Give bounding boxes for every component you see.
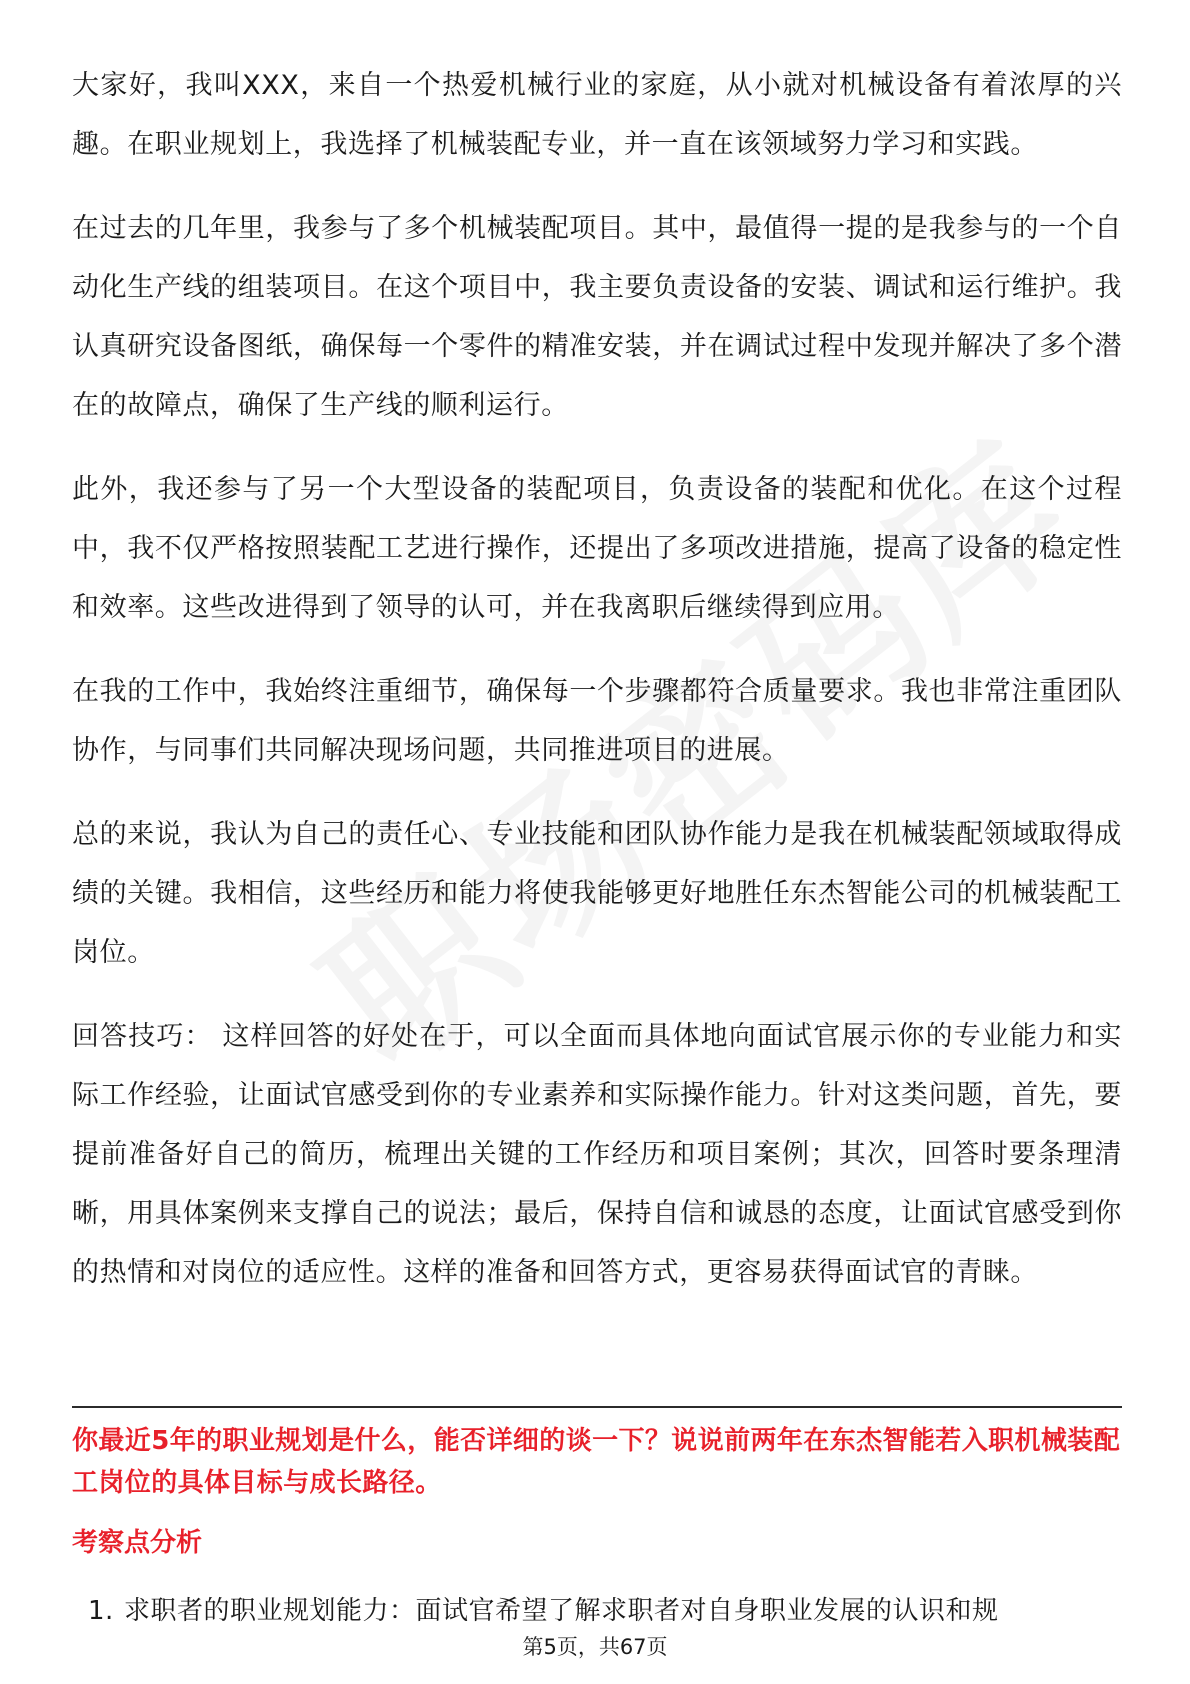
list-item xyxy=(88,1590,1122,1632)
list-item-text: 求职者的职业规划能力：面试官希望了解求职者对自身职业发展的认识和规 xyxy=(124,1596,999,1626)
page-footer: 第5页，共67页 xyxy=(522,1635,668,1659)
answer-paragraph-1: 大家好，我叫XXX，来自一个热爱机械行业的家庭，从小就对机械设备有着浓厚的兴趣。在职业规划上，我选择了机械装配专业，并一直在该领域努力学习和实践。 xyxy=(72,70,1122,160)
answer-tips-paragraph: 回答技巧： 这样回答的好处在于，可以全面而具体地向面试官展示你的专业能力和实际工作经验，让面试官感受到你的专业素养和实际操作能力。针对这类问题，首先，要提前准备好自己的简历，梳理出关键的工作经历和项目案例；其次，回答时要条理清晰，用具体案例来支撑自己的说法；最后，保持自信和诚恳的态度，让面试官感受到你的热情和对岗位的适应性。这样的准备和回答方式，更容易获得面试官的青睐。 xyxy=(72,1021,1122,1288)
answer-paragraph-4: 在我的工作中，我始终注重细节，确保每一个步骤都符合质量要求。我也非常注重团队协作，与同事们共同解决现场问题，共同推进项目的进展。 xyxy=(72,676,1122,766)
answer-paragraph-3: 此外，我还参与了另一个大型设备的装配项目，负责设备的装配和优化。在这个过程中，我不仅严格按照装配工艺进行操作，还提出了多项改进措施，提高了设备的稳定性和效率。这些改进得到了领导的认可，并在我离职后继续得到应用。 xyxy=(72,474,1122,623)
section-divider xyxy=(72,1406,1122,1408)
interview-question: 你最近5年的职业规划是什么，能否详细的谈一下？说说前两年在东杰智能若入职机械装配工岗位的具体目标与成长路径。 xyxy=(72,1426,1121,1498)
answer-paragraph-2: 在过去的几年里，我参与了多个机械装配项目。其中，最值得一提的是我参与的一个自动化生产线的组装项目。在这个项目中，我主要负责设备的安装、调试和运行维护。我认真研究设备图纸，确保每一个零件的精准安装，并在调试过程中发现并解决了多个潜在的故障点，确保了生产线的顺利运行。 xyxy=(72,213,1122,421)
analysis-heading: 考察点分析 xyxy=(72,1528,203,1558)
list-item-number: 1. xyxy=(88,1596,114,1626)
answer-paragraph-5: 总的来说，我认为自己的责任心、专业技能和团队协作能力是我在机械装配领域取得成绩的关键。我相信，这些经历和能力将使我能够更好地胜任东杰智能公司的机械装配工岗位。 xyxy=(72,819,1122,968)
answer-body xyxy=(72,56,1122,1327)
